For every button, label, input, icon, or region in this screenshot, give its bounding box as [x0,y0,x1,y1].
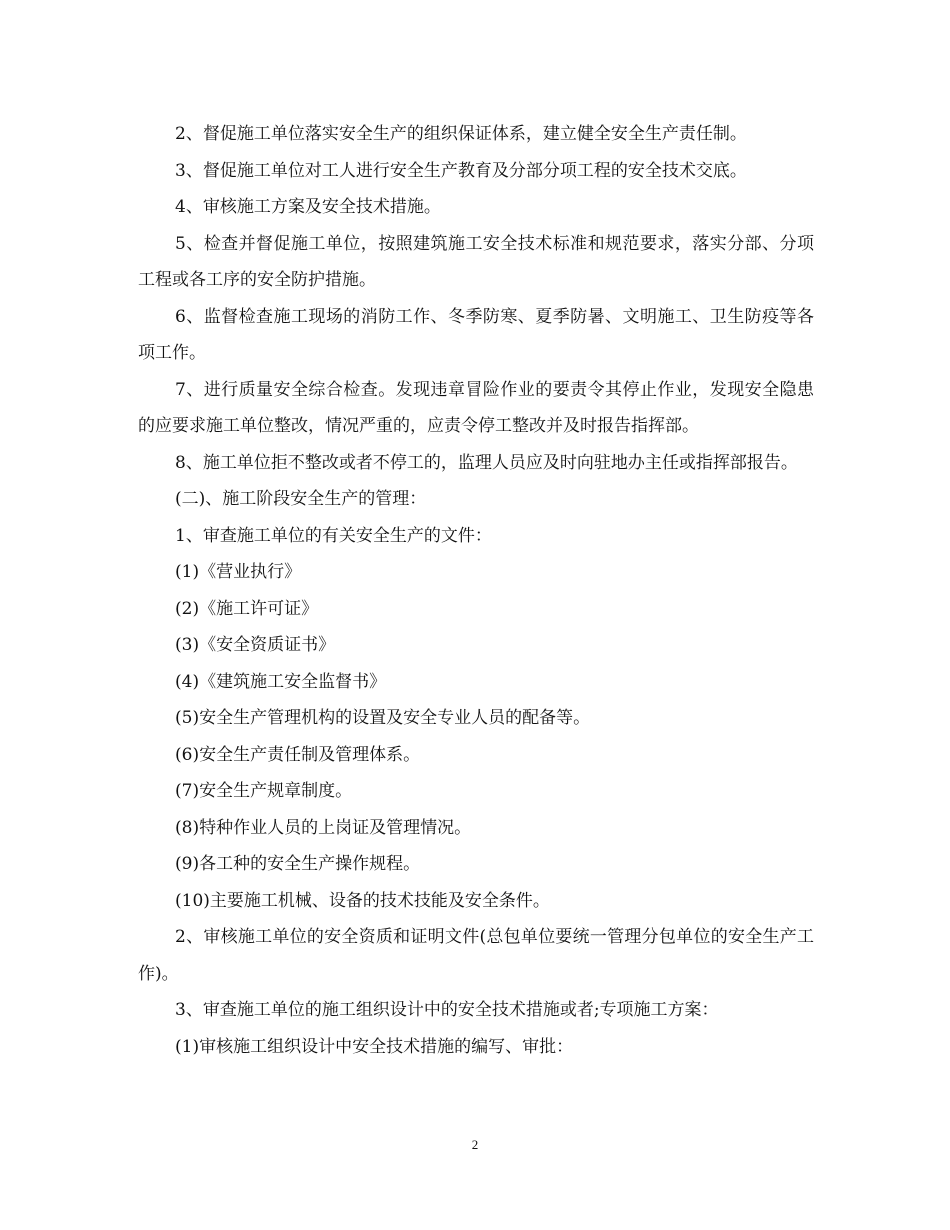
list-item: (10)主要施工机械、设备的技术技能及安全条件。 [175,890,550,911]
list-item: (4)《建筑施工安全监督书》 [175,671,387,692]
paragraph: 5、检查并督促施工单位，按照建筑施工安全技术标准和规范要求，落实分部、分项工程或各工序的安全防护措施。 [138,233,814,290]
section-heading: (二)、施工阶段安全生产的管理： [175,489,427,509]
paragraph: 6、监督检查施工现场的消防工作、冬季防寒、夏季防暑、文明施工、卫生防疫等各项工作。 [138,306,814,363]
list-item: (7)安全生产规章制度。 [175,781,353,801]
list-item: (6)安全生产责任制及管理体系。 [175,744,421,765]
list-item: (1)《营业执行》 [175,562,302,582]
paragraph: 3、督促施工单位对工人进行安全生产教育及分部分项工程的安全技术交底。 [175,160,747,181]
paragraph: 3、审查施工单位的施工组织设计中的安全技术措施或者;专项施工方案： [175,1000,719,1020]
page-number: 2 [471,1137,479,1152]
paragraph: 1、审查施工单位的有关安全生产的文件： [175,525,492,546]
paragraph: 4、审核施工方案及安全技术措施。 [175,197,441,217]
list-item: (1)审核施工组织设计中安全技术措施的编写、审批： [175,1036,574,1057]
list-item: (9)各工种的安全生产操作规程。 [175,854,421,874]
paragraph: 2、审核施工单位的安全资质和证明文件(总包单位要统一管理分包单位的安全生产工作)。 [138,927,814,984]
list-item: (2)《施工许可证》 [175,598,319,619]
paragraph: 8、施工单位拒不整改或者不停工的，监理人员应及时向驻地办主任或指挥部报告。 [175,452,798,473]
list-item: (5)安全生产管理机构的设置及安全专业人员的配备等。 [175,708,591,728]
document-body [138,116,814,1065]
list-item: (3)《安全资质证书》 [175,635,336,655]
list-item: (8)特种作业人员的上岗证及管理情况。 [175,817,472,838]
paragraph: 7、进行质量安全综合检查。发现违章冒险作业的要责令其停止作业，发现安全隐患的应要求施工单位整改，情况严重的，应责令停工整改并及时报告指挥部。 [138,379,814,436]
paragraph: 2、督促施工单位落实安全生产的组织保证体系，建立健全安全生产责任制。 [175,124,747,144]
